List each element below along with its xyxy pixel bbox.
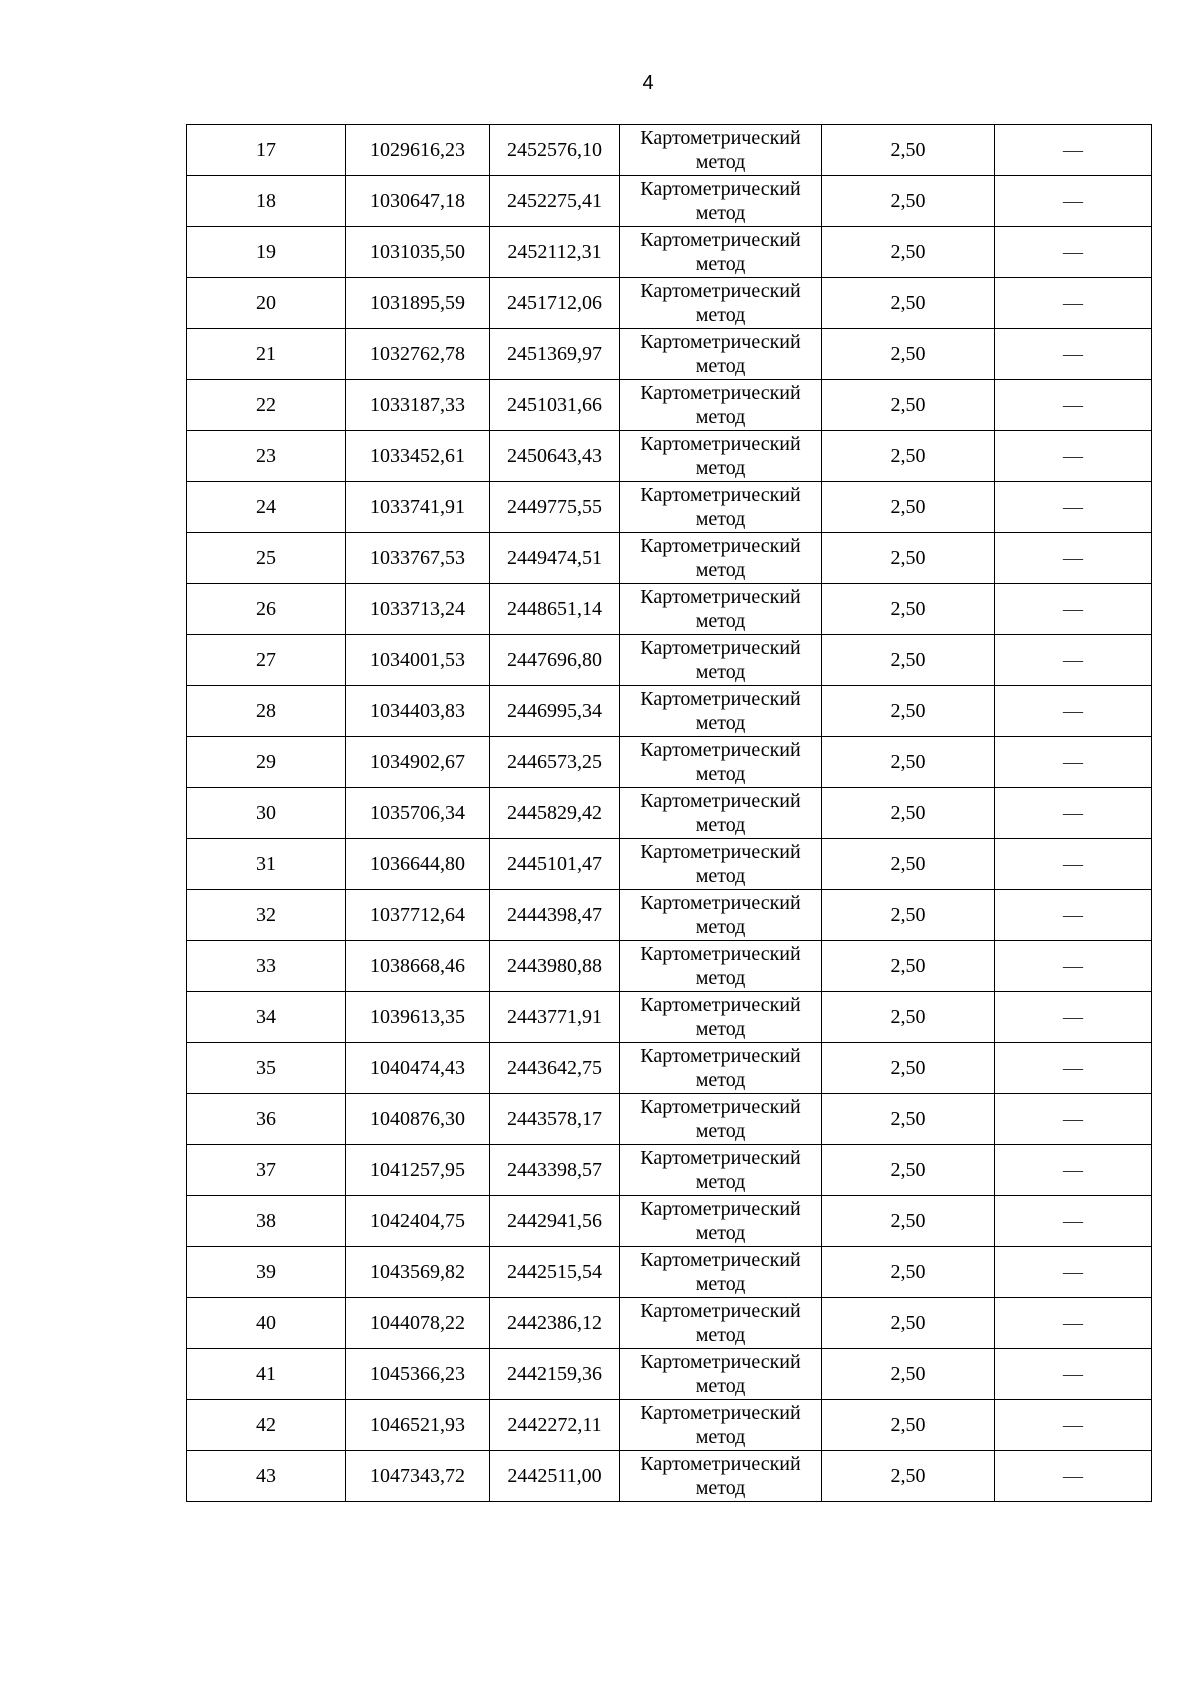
method-line-1: Картометрический [640,1045,801,1067]
method-line-1: Картометрический [640,637,801,659]
method-line-2: метод [695,1273,746,1295]
y-coordinate-cell: 2442159,36 [490,1349,620,1400]
point-number-cell: 24 [187,482,346,533]
note-cell: — [995,1451,1152,1502]
note-cell: — [995,1094,1152,1145]
method-line-1: Картометрический [640,484,801,506]
method-line-1: Картометрический [640,331,801,353]
method-line-1: Картометрический [640,1300,801,1322]
note-cell: — [995,839,1152,890]
method-line-2: метод [695,1375,746,1397]
method-line-1: Картометрический [640,1351,801,1373]
point-number-cell: 42 [187,1400,346,1451]
point-number-cell: 30 [187,788,346,839]
method-cell [620,788,822,839]
method-cell [620,584,822,635]
note-cell: — [995,1400,1152,1451]
point-number-cell: 33 [187,941,346,992]
accuracy-cell: 2,50 [822,227,995,278]
method-cell [620,176,822,227]
note-cell: — [995,278,1152,329]
y-coordinate-cell: 2451031,66 [490,380,620,431]
table-row [187,533,1152,584]
method-cell [620,1400,822,1451]
x-coordinate-cell: 1034001,53 [346,635,490,686]
y-coordinate-cell: 2449474,51 [490,533,620,584]
method-line-1: Картометрический [640,127,801,149]
point-number-cell: 35 [187,1043,346,1094]
y-coordinate-cell: 2447696,80 [490,635,620,686]
method-line-1: Картометрический [640,688,801,710]
y-coordinate-cell: 2452112,31 [490,227,620,278]
method-line-1: Картометрический [640,382,801,404]
note-cell: — [995,431,1152,482]
accuracy-cell: 2,50 [822,125,995,176]
accuracy-cell: 2,50 [822,482,995,533]
x-coordinate-cell: 1036644,80 [346,839,490,890]
table-row [187,1451,1152,1502]
accuracy-cell: 2,50 [822,1451,995,1502]
table-row [187,1043,1152,1094]
table-row [187,737,1152,788]
accuracy-cell: 2,50 [822,1400,995,1451]
note-cell: — [995,482,1152,533]
accuracy-cell: 2,50 [822,278,995,329]
point-number-cell: 40 [187,1298,346,1349]
method-line-2: метод [695,1324,746,1346]
method-line-2: метод [695,1477,746,1499]
x-coordinate-cell: 1040474,43 [346,1043,490,1094]
method-line-2: метод [695,1222,746,1244]
method-cell [620,1094,822,1145]
point-number-cell: 28 [187,686,346,737]
x-coordinate-cell: 1033713,24 [346,584,490,635]
method-cell [620,737,822,788]
x-coordinate-cell: 1033452,61 [346,431,490,482]
note-cell: — [995,1298,1152,1349]
note-cell: — [995,1196,1152,1247]
x-coordinate-cell: 1034902,67 [346,737,490,788]
point-number-cell: 39 [187,1247,346,1298]
point-number-cell: 29 [187,737,346,788]
y-coordinate-cell: 2442511,00 [490,1451,620,1502]
method-cell [620,533,822,584]
note-cell: — [995,890,1152,941]
method-line-2: метод [695,457,746,479]
y-coordinate-cell: 2452275,41 [490,176,620,227]
method-line-1: Картометрический [640,280,801,302]
accuracy-cell: 2,50 [822,380,995,431]
method-cell [620,329,822,380]
x-coordinate-cell: 1031035,50 [346,227,490,278]
note-cell: — [995,380,1152,431]
method-line-1: Картометрический [640,1147,801,1169]
accuracy-cell: 2,50 [822,890,995,941]
x-coordinate-cell: 1033187,33 [346,380,490,431]
method-cell [620,686,822,737]
y-coordinate-cell: 2442941,56 [490,1196,620,1247]
method-line-2: метод [695,610,746,632]
table-row [187,1247,1152,1298]
table-row [187,431,1152,482]
method-cell [620,380,822,431]
accuracy-cell: 2,50 [822,584,995,635]
method-line-2: метод [695,967,746,989]
x-coordinate-cell: 1039613,35 [346,992,490,1043]
accuracy-cell: 2,50 [822,1043,995,1094]
accuracy-cell: 2,50 [822,737,995,788]
method-line-1: Картометрический [640,1198,801,1220]
x-coordinate-cell: 1043569,82 [346,1247,490,1298]
note-cell: — [995,227,1152,278]
method-line-2: метод [695,1018,746,1040]
method-cell [620,125,822,176]
method-cell [620,482,822,533]
point-number-cell: 38 [187,1196,346,1247]
y-coordinate-cell: 2451712,06 [490,278,620,329]
method-cell [620,431,822,482]
method-cell [620,1145,822,1196]
method-line-2: метод [695,814,746,836]
method-line-1: Картометрический [640,943,801,965]
table-row [187,1400,1152,1451]
method-line-1: Картометрический [640,178,801,200]
table-row [187,1298,1152,1349]
method-line-2: метод [695,763,746,785]
note-cell: — [995,1247,1152,1298]
x-coordinate-cell: 1033741,91 [346,482,490,533]
accuracy-cell: 2,50 [822,992,995,1043]
note-cell: — [995,1145,1152,1196]
accuracy-cell: 2,50 [822,431,995,482]
table-row [187,839,1152,890]
y-coordinate-cell: 2443771,91 [490,992,620,1043]
method-line-2: метод [695,865,746,887]
note-cell: — [995,737,1152,788]
accuracy-cell: 2,50 [822,1145,995,1196]
x-coordinate-cell: 1035706,34 [346,788,490,839]
y-coordinate-cell: 2452576,10 [490,125,620,176]
table-row [187,482,1152,533]
accuracy-cell: 2,50 [822,1196,995,1247]
point-number-cell: 43 [187,1451,346,1502]
x-coordinate-cell: 1032762,78 [346,329,490,380]
method-line-2: метод [695,1120,746,1142]
table-row [187,1145,1152,1196]
note-cell: — [995,584,1152,635]
table-row [187,635,1152,686]
method-line-2: метод [695,661,746,683]
table-row [187,329,1152,380]
method-line-2: метод [695,304,746,326]
method-line-2: метод [695,916,746,938]
x-coordinate-cell: 1041257,95 [346,1145,490,1196]
table-row [187,890,1152,941]
method-line-1: Картометрический [640,433,801,455]
method-line-1: Картометрический [640,1402,801,1424]
method-line-1: Картометрический [640,229,801,251]
method-cell [620,1349,822,1400]
point-number-cell: 19 [187,227,346,278]
point-number-cell: 41 [187,1349,346,1400]
method-line-1: Картометрический [640,535,801,557]
table-row [187,227,1152,278]
method-cell [620,1247,822,1298]
y-coordinate-cell: 2445101,47 [490,839,620,890]
y-coordinate-cell: 2443578,17 [490,1094,620,1145]
method-cell [620,1043,822,1094]
x-coordinate-cell: 1045366,23 [346,1349,490,1400]
method-line-2: метод [695,712,746,734]
table-row [187,1094,1152,1145]
x-coordinate-cell: 1040876,30 [346,1094,490,1145]
note-cell: — [995,635,1152,686]
note-cell: — [995,125,1152,176]
method-line-2: метод [695,202,746,224]
method-cell [620,1196,822,1247]
note-cell: — [995,176,1152,227]
method-cell [620,635,822,686]
method-cell [620,1451,822,1502]
y-coordinate-cell: 2443642,75 [490,1043,620,1094]
point-number-cell: 31 [187,839,346,890]
page-number: 4 [642,72,654,94]
table-row [187,125,1152,176]
point-number-cell: 22 [187,380,346,431]
method-line-2: метод [695,355,746,377]
y-coordinate-cell: 2442386,12 [490,1298,620,1349]
note-cell: — [995,941,1152,992]
accuracy-cell: 2,50 [822,1349,995,1400]
x-coordinate-cell: 1047343,72 [346,1451,490,1502]
note-cell: — [995,686,1152,737]
method-line-1: Картометрический [640,739,801,761]
method-line-2: метод [695,253,746,275]
note-cell: — [995,788,1152,839]
method-line-1: Картометрический [640,994,801,1016]
x-coordinate-cell: 1037712,64 [346,890,490,941]
y-coordinate-cell: 2443980,88 [490,941,620,992]
y-coordinate-cell: 2446573,25 [490,737,620,788]
method-line-1: Картометрический [640,1453,801,1475]
accuracy-cell: 2,50 [822,1298,995,1349]
point-number-cell: 37 [187,1145,346,1196]
x-coordinate-cell: 1031895,59 [346,278,490,329]
method-cell [620,278,822,329]
y-coordinate-cell: 2451369,97 [490,329,620,380]
table-row [187,941,1152,992]
y-coordinate-cell: 2450643,43 [490,431,620,482]
method-line-1: Картометрический [640,1249,801,1271]
accuracy-cell: 2,50 [822,839,995,890]
method-cell [620,941,822,992]
method-line-1: Картометрический [640,892,801,914]
point-number-cell: 26 [187,584,346,635]
accuracy-cell: 2,50 [822,686,995,737]
table-row [187,380,1152,431]
table-row [187,176,1152,227]
y-coordinate-cell: 2442272,11 [490,1400,620,1451]
note-cell: — [995,533,1152,584]
accuracy-cell: 2,50 [822,176,995,227]
accuracy-cell: 2,50 [822,1247,995,1298]
table-body [187,125,1152,1502]
table-row [187,584,1152,635]
note-cell: — [995,992,1152,1043]
method-line-2: метод [695,1426,746,1448]
method-cell [620,1298,822,1349]
table-row [187,686,1152,737]
y-coordinate-cell: 2446995,34 [490,686,620,737]
method-line-2: метод [695,1171,746,1193]
point-number-cell: 34 [187,992,346,1043]
accuracy-cell: 2,50 [822,941,995,992]
x-coordinate-cell: 1034403,83 [346,686,490,737]
point-number-cell: 36 [187,1094,346,1145]
method-line-1: Картометрический [640,790,801,812]
note-cell: — [995,1349,1152,1400]
x-coordinate-cell: 1033767,53 [346,533,490,584]
accuracy-cell: 2,50 [822,533,995,584]
coordinates-table [186,124,1152,1502]
point-number-cell: 18 [187,176,346,227]
method-cell [620,839,822,890]
method-line-2: метод [695,508,746,530]
accuracy-cell: 2,50 [822,329,995,380]
point-number-cell: 27 [187,635,346,686]
accuracy-cell: 2,50 [822,635,995,686]
method-cell [620,227,822,278]
point-number-cell: 20 [187,278,346,329]
point-number-cell: 23 [187,431,346,482]
method-line-2: метод [695,151,746,173]
table-row [187,992,1152,1043]
table-row [187,278,1152,329]
y-coordinate-cell: 2444398,47 [490,890,620,941]
method-line-2: метод [695,559,746,581]
table-row [187,1196,1152,1247]
note-cell: — [995,329,1152,380]
method-line-2: метод [695,406,746,428]
y-coordinate-cell: 2442515,54 [490,1247,620,1298]
method-cell [620,890,822,941]
note-cell: — [995,1043,1152,1094]
point-number-cell: 21 [187,329,346,380]
point-number-cell: 25 [187,533,346,584]
accuracy-cell: 2,50 [822,788,995,839]
method-line-2: метод [695,1069,746,1091]
y-coordinate-cell: 2449775,55 [490,482,620,533]
point-number-cell: 32 [187,890,346,941]
x-coordinate-cell: 1042404,75 [346,1196,490,1247]
x-coordinate-cell: 1044078,22 [346,1298,490,1349]
table-row [187,788,1152,839]
y-coordinate-cell: 2445829,42 [490,788,620,839]
x-coordinate-cell: 1029616,23 [346,125,490,176]
table-row [187,1349,1152,1400]
x-coordinate-cell: 1046521,93 [346,1400,490,1451]
method-line-1: Картометрический [640,841,801,863]
y-coordinate-cell: 2443398,57 [490,1145,620,1196]
y-coordinate-cell: 2448651,14 [490,584,620,635]
x-coordinate-cell: 1038668,46 [346,941,490,992]
method-line-1: Картометрический [640,586,801,608]
x-coordinate-cell: 1030647,18 [346,176,490,227]
method-line-1: Картометрический [640,1096,801,1118]
point-number-cell: 17 [187,125,346,176]
method-cell [620,992,822,1043]
accuracy-cell: 2,50 [822,1094,995,1145]
